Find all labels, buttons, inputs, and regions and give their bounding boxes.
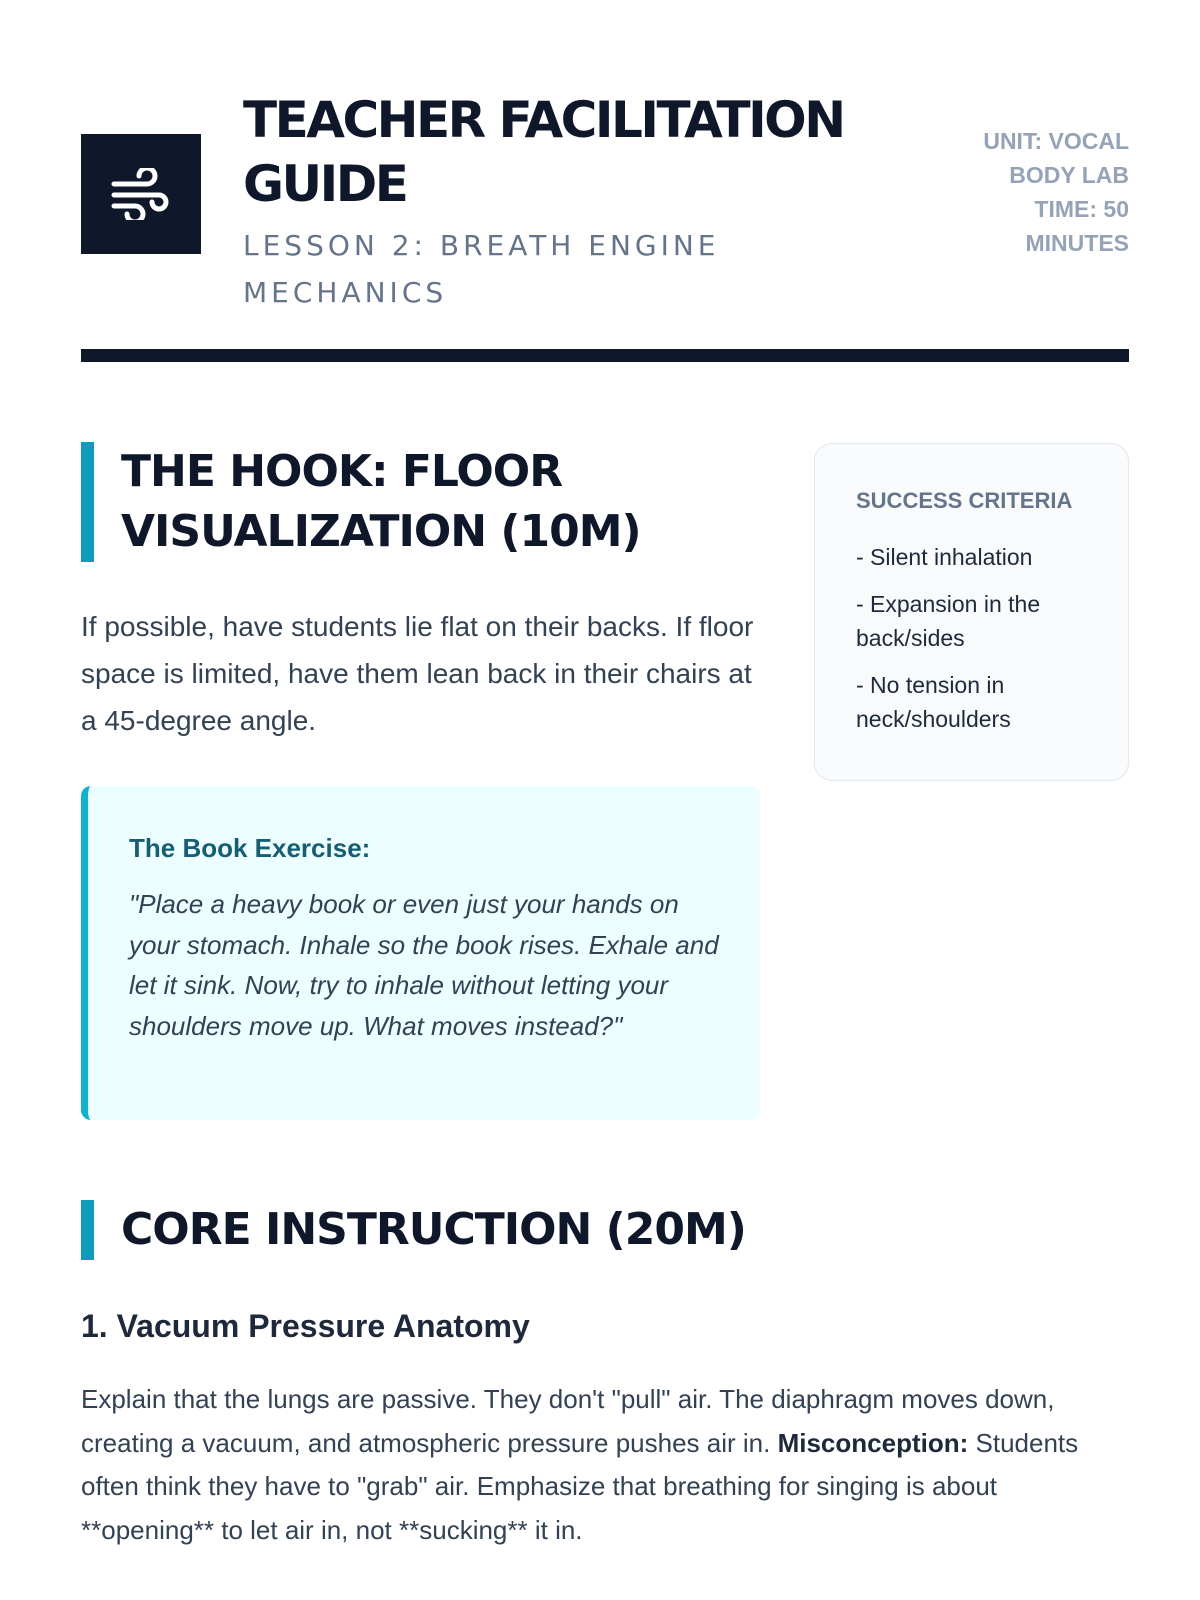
- lesson-subtitle: LESSON 2: BREATH ENGINE MECHANICS: [243, 229, 720, 309]
- criteria-heading: SUCCESS CRITERIA: [856, 488, 1073, 513]
- hook-paragraph: If possible, have students lie flat on their backs. If floor space is limited, have them lean back in their chairs at a 45-degree angle.: [81, 611, 754, 736]
- callout-title: The Book Exercise:: [129, 833, 371, 863]
- page-title: TEACHER FACILITATION GUIDE: [243, 91, 844, 213]
- misconception-text: Students often think they have to "grab" air. Emphasize that breathing for singing is about **opening** to let air in, not **sucking** it in.: [81, 1427, 1079, 1545]
- header: [81, 80, 1129, 310]
- hook-section-title: THE HOOK: FLOOR VISUALIZATION (10M): [81, 442, 761, 562]
- page: [81, 0, 1129, 1600]
- misconception-label: Misconception:: [777, 1427, 969, 1458]
- criteria-item: - Expansion in the back/sides: [856, 591, 1041, 651]
- criteria-item: - Silent inhalation: [856, 544, 1033, 570]
- core-section-title: CORE INSTRUCTION (20M): [81, 1200, 1121, 1260]
- book-exercise-callout: [81, 786, 760, 1120]
- time-label: TIME: 50 MINUTES: [1025, 196, 1129, 256]
- lesson-meta: [949, 124, 1129, 260]
- logo: [81, 134, 201, 254]
- unit-label: UNIT: VOCAL BODY LAB: [983, 128, 1129, 188]
- success-criteria-card: [814, 443, 1129, 781]
- criteria-item: - No tension in neck/shoulders: [856, 672, 1011, 732]
- wind-icon: [111, 168, 171, 220]
- core-explanation: Explain that the lungs are passive. They don't "pull" air. The diaphragm moves down, creating a vacuum, and atmospheric pressure pushes air in.: [81, 1384, 1055, 1458]
- header-divider: [81, 349, 1129, 362]
- core-subheading: 1. Vacuum Pressure Anatomy: [81, 1308, 530, 1344]
- criteria-list: [856, 540, 1108, 736]
- title-block: [243, 88, 883, 316]
- callout-quote: "Place a heavy book or even just your hands on your stomach. Inhale so the book rises. Exhale and let it sink. Now, try to inhale without letting your shoulders move up. What moves instead?": [129, 889, 719, 1041]
- core-paragraph: [81, 1378, 1129, 1552]
